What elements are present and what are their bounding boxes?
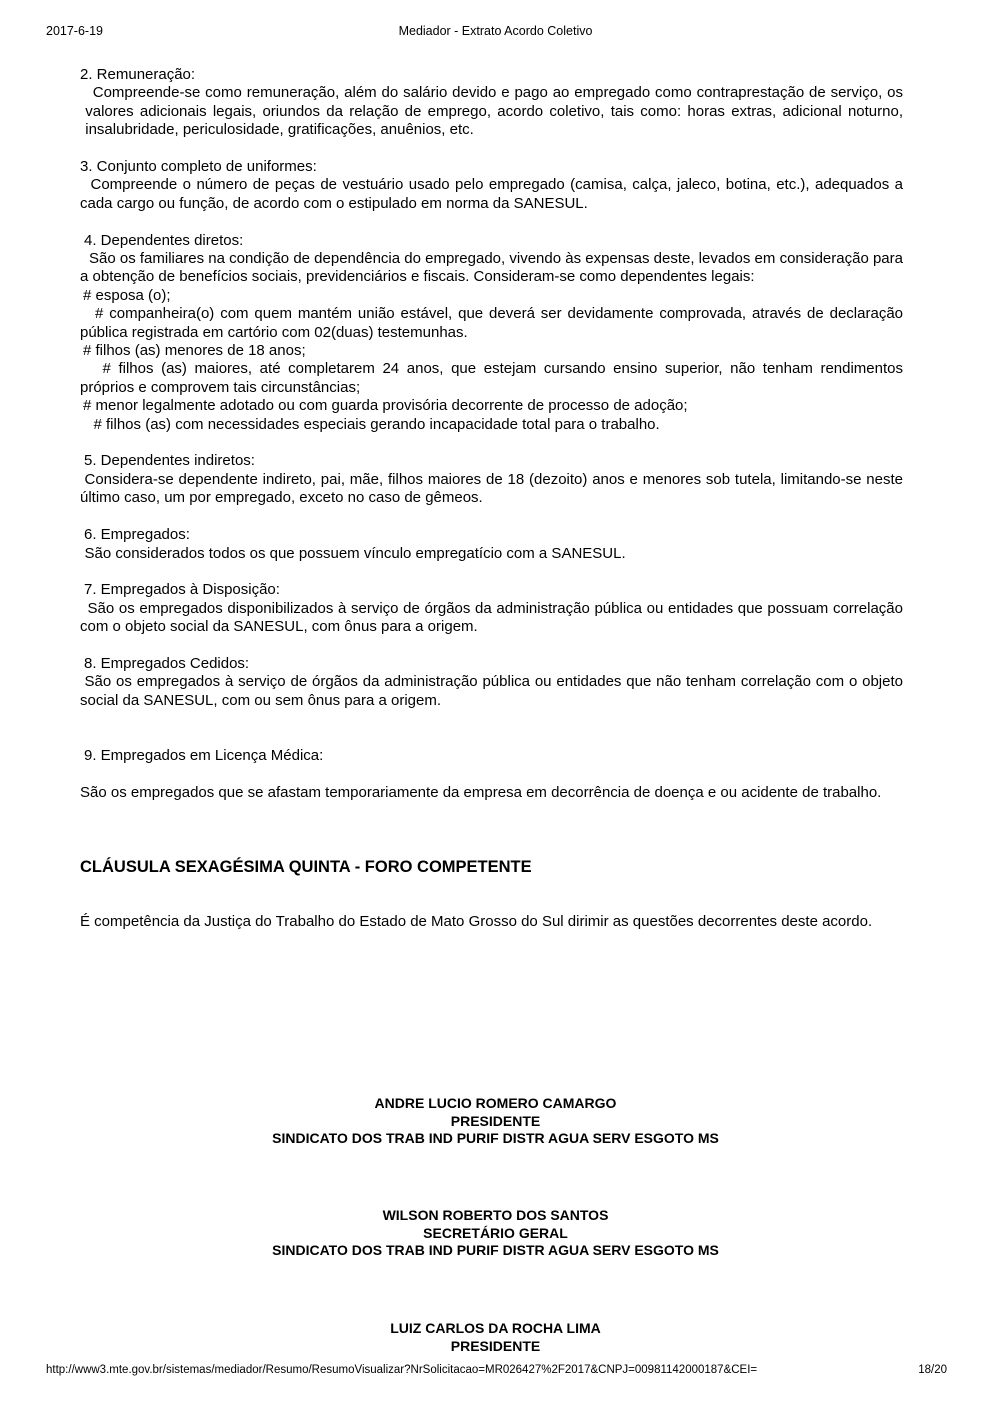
- list-item: # filhos (as) maiores, até completarem 24 anos, que estejam cursando ensino superior, não tenham rendimentos próprios e comprovem tais circunstâncias;: [80, 360, 903, 396]
- section-text: São os empregados disponibilizados à serviço de órgãos da administração pública ou entidades que possuam correlação com o objeto social da SANESUL, com ônus para a origem.: [80, 599, 903, 636]
- section-empregados: [80, 526, 903, 563]
- section-text: São os empregados que se afastam temporariamente da empresa em decorrência de doença e ou acidente de trabalho.: [80, 783, 882, 801]
- section-text: Compreende-se como remuneração, além do salário devido e pago ao empregado como contraprestação de serviço, os valores adicionais legais, oriundos da relação de emprego, acordo coletivo, tais como: horas extras, adicional noturno, insalubridade, periculosidade, gratificações, anuênios, etc.: [85, 84, 903, 139]
- section-empregados-disposicao: [80, 581, 903, 636]
- list-item: # companheira(o) com quem mantém união estável, que deverá ser devidamente comprovada, através de declaração pública registrada em cartório com 02(duas) testemunhas.: [80, 305, 903, 341]
- section-dependentes-indiretos: [80, 452, 903, 507]
- list-item: # filhos (as) menores de 18 anos;: [83, 342, 306, 360]
- section-title: 8. Empregados Cedidos:: [84, 654, 250, 672]
- signature-block: [0, 1320, 991, 1355]
- section-licenca-medica: [80, 747, 903, 802]
- section-uniformes: [80, 158, 903, 213]
- clause-text: É competência da Justiça do Trabalho do Estado de Mato Grosso do Sul dirimir as questões decorrentes deste acordo.: [80, 912, 873, 930]
- section-title: 7. Empregados à Disposição:: [84, 581, 280, 599]
- list-item: # menor legalmente adotado ou com guarda provisória decorrente de processo de adoção;: [83, 397, 688, 415]
- section-title: 5. Dependentes indiretos:: [84, 452, 255, 470]
- signatory-role: PRESIDENTE: [450, 1112, 541, 1129]
- clause-title: CLÁUSULA SEXAGÉSIMA QUINTA - FORO COMPETENTE: [80, 857, 532, 876]
- signatory-role: SECRETÁRIO GERAL: [423, 1224, 568, 1241]
- section-text: São os empregados à serviço de órgãos da administração pública ou entidades que não tenham correlação com o objeto social da SANESUL, com ou sem ônus para a origem.: [80, 673, 903, 709]
- signatory-org: SINDICATO DOS TRAB IND PURIF DISTR AGUA SERV ESGOTO MS: [272, 1130, 719, 1146]
- signature-block: [0, 1095, 991, 1148]
- section-title: 2. Remuneração:: [80, 66, 196, 83]
- section-text: Considera-se dependente indireto, pai, mãe, filhos maiores de 18 (dezoito) anos e menores sob tutela, limitando-se neste último caso, um por empregado, exceto no caso de gêmeos.: [80, 470, 903, 507]
- signatory-org: SINDICATO DOS TRAB IND PURIF DISTR AGUA SERV ESGOTO MS: [272, 1242, 719, 1258]
- footer-url: http://www3.mte.gov.br/sistemas/mediador/Resumo/ResumoVisualizar?NrSolicitacao=MR026427%2F2017&CNPJ=00981142000187&CEI=: [46, 1364, 758, 1376]
- signature-block: [0, 1207, 991, 1260]
- signatory-role: PRESIDENTE: [450, 1337, 541, 1354]
- signatory-name: ANDRE LUCIO ROMERO CAMARGO: [374, 1095, 617, 1111]
- section-text: Compreende o número de peças de vestuário usado pelo empregado (camisa, calça, jaleco, botina, etc.), adequados a cada cargo ou função, de acordo com o estipulado em norma da SANESUL.: [80, 176, 903, 212]
- section-remuneracao: [80, 66, 903, 140]
- section-text: São os familiares na condição de dependência do empregado, vivendo às expensas deste, levados em consideração para a obtenção de benefícios sociais, previdenciários e fiscais. Consideram-se como dependentes legais:: [80, 250, 903, 286]
- list-item: # filhos (as) com necessidades especiais gerando incapacidade total para o trabalho.: [93, 415, 660, 433]
- section-empregados-cedidos: [80, 655, 903, 710]
- section-title: 9. Empregados em Licença Médica:: [84, 746, 324, 764]
- section-text: São considerados todos os que possuem vínculo empregatício com a SANESUL.: [84, 544, 626, 562]
- signatory-name: WILSON ROBERTO DOS SANTOS: [382, 1207, 609, 1223]
- print-date: 2017-6-19: [46, 24, 103, 38]
- document-body: [80, 66, 903, 931]
- page-number: 18/20: [918, 1364, 947, 1376]
- section-title: 4. Dependentes diretos:: [84, 231, 244, 249]
- section-dependentes-diretos: [80, 232, 903, 434]
- section-title: 6. Empregados:: [84, 526, 190, 544]
- section-title: 3. Conjunto completo de uniformes:: [80, 158, 317, 176]
- signatory-name: LUIZ CARLOS DA ROCHA LIMA: [390, 1320, 601, 1336]
- list-item: # esposa (o);: [83, 286, 171, 304]
- page-title: Mediador - Extrato Acordo Coletivo: [398, 24, 593, 38]
